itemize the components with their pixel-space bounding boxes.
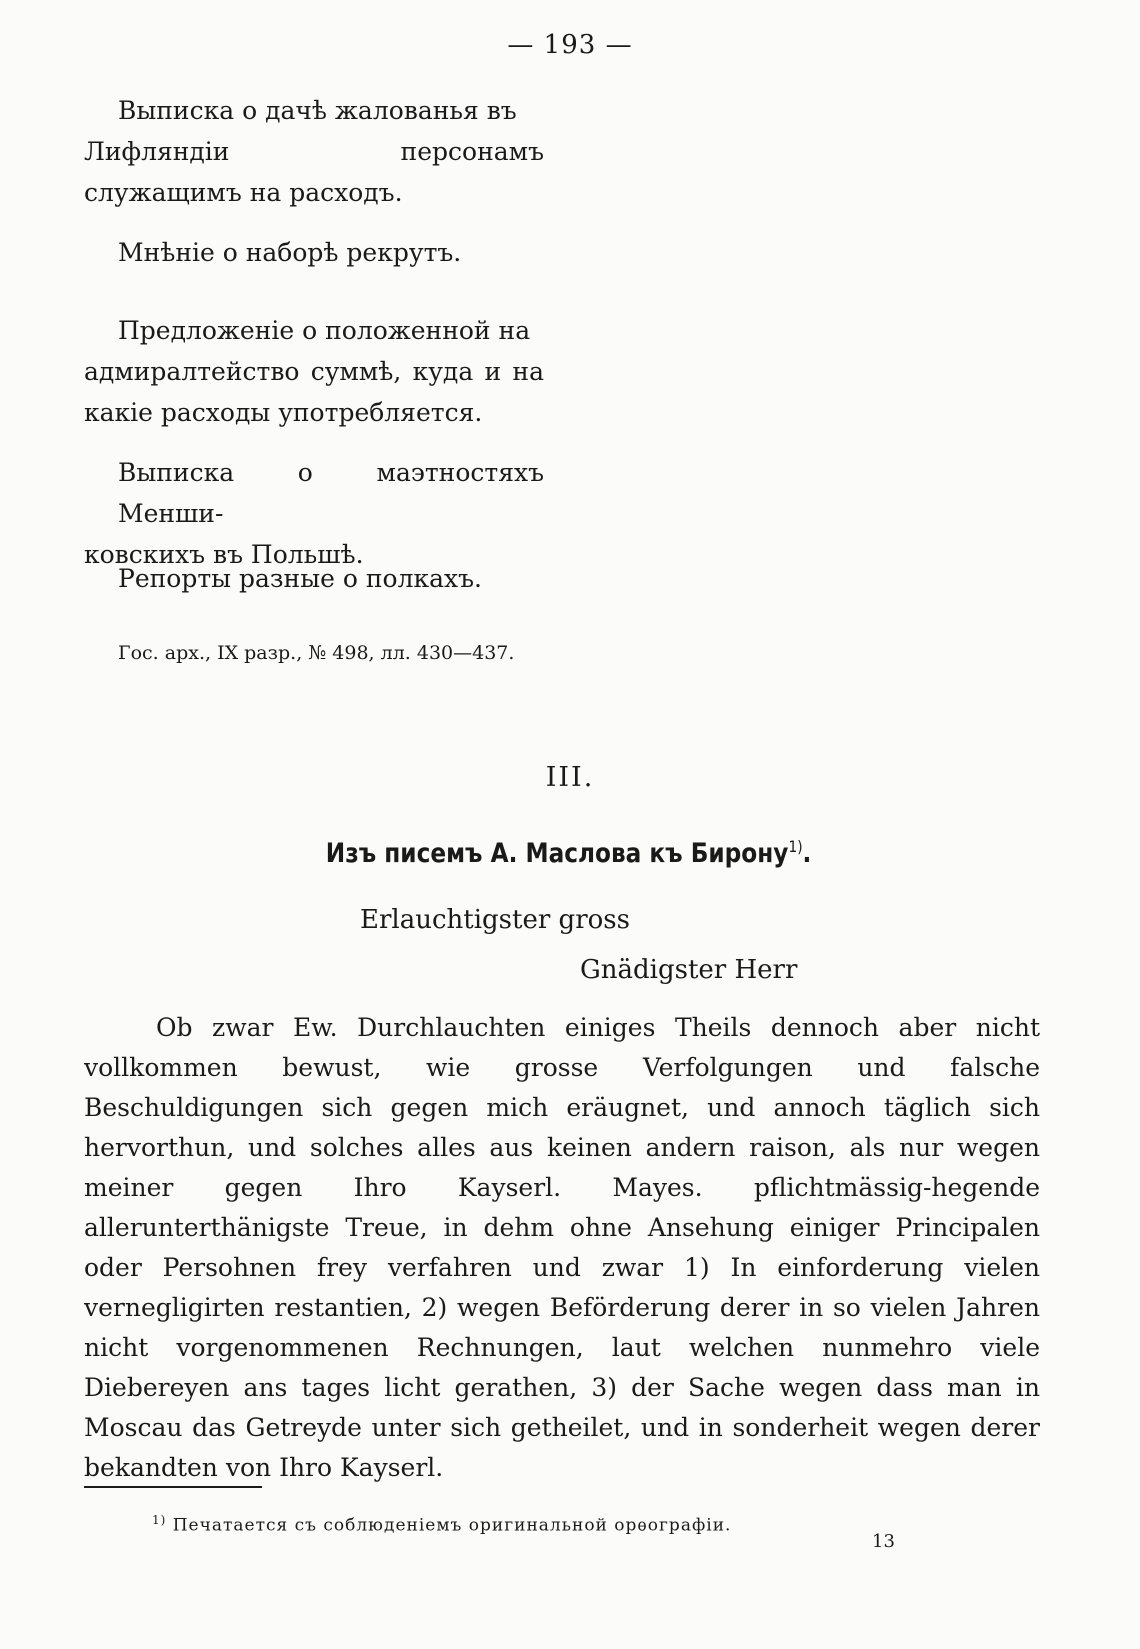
heading-footnote-mark: 1)	[788, 837, 803, 856]
list-item	[84, 558, 544, 599]
page-number: — 193 —	[507, 30, 633, 60]
list-item	[84, 90, 544, 213]
footnote	[152, 1513, 731, 1536]
footnote-text: Печатается съ соблюденіемъ оригинальной орѳографіи.	[172, 1515, 732, 1536]
section-heading	[78, 837, 1058, 869]
list-item	[84, 310, 544, 433]
entry-continuation: ковскихъ въ Польшѣ.	[84, 540, 364, 569]
signature-mark: 13	[872, 1531, 895, 1552]
entry-continuation: адмиралтейство суммѣ, куда и на какіе расходы употребляется.	[84, 357, 544, 427]
footnote-mark: 1)	[152, 1513, 167, 1527]
list-item	[84, 232, 544, 273]
section-number: III.	[545, 762, 595, 793]
list-item	[84, 452, 544, 575]
entry-first-line: Мнѣніе о наборѣ рекрутъ.	[118, 238, 462, 267]
entry-first-line: Репорты разные о полкахъ.	[118, 564, 482, 593]
heading-period: .	[802, 838, 812, 869]
heading-text: Изъ писемъ А. Маслова къ Бирону	[325, 838, 789, 869]
footnote-divider	[84, 1486, 262, 1488]
entry-first-line: Выписка о дачѣ жалованья въ	[118, 96, 517, 125]
entry-continuation: Лифляндіи персонамъ служащимъ на расходъ.	[84, 137, 544, 207]
entry-first-line: Предложеніе о положенной на	[118, 316, 531, 345]
salutation-line-1: Erlauchtigster gross	[360, 905, 630, 935]
entry-first-line: Выписка о маэтностяхъ Менши-	[118, 458, 544, 528]
salutation-line-2: Gnädigster Herr	[580, 955, 798, 985]
letter-body: Ob zwar Ew. Durchlauchten einiges Theils dennoch aber nicht vollkommen bewust, wie grosse Verfolgungen und falsche Beschuldigungen sich gegen mich eräugnet, und annoch täglich sich hervorthun, und solches alles aus keinen andern raison, als nur wegen meiner gegen Ihro Kayserl. Mayes. pflichtmässig-hegende allerunterthänigste Treue, in dehm ohne Ansehung einiger Principalen oder Persohnen frey verfahren und zwar 1) In einforderung vielen vernegligirten restantien, 2) wegen Beförderung derer in so vielen Jahren nicht vorgenommenen Rechnungen, laut welchen nunmehro viele Diebereyen ans tages licht gerathen, 3) der Sache wegen dass man in Moscau das Getreyde unter sich getheilet, und in sonderheit wegen derer bekandten von Ihro Kayserl.	[84, 1013, 1040, 1482]
source-reference: Гос. арх., IX разр., № 498, лл. 430—437.	[118, 642, 515, 664]
